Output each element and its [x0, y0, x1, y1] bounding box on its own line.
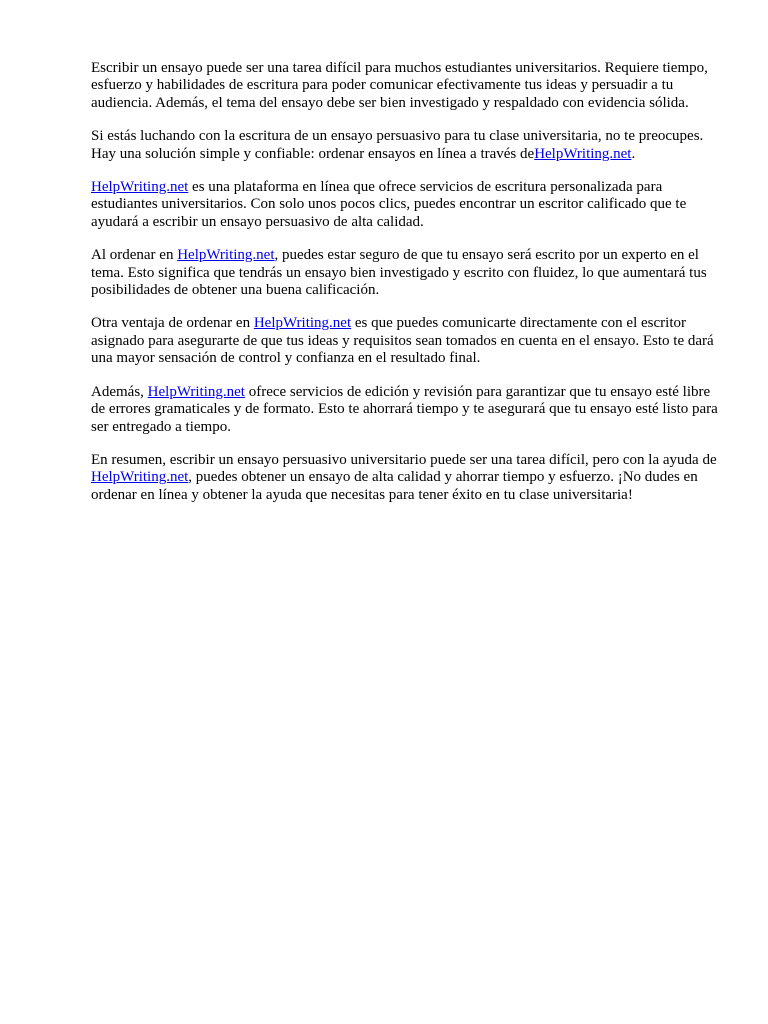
helpwriting-link[interactable]: HelpWriting.net	[91, 469, 189, 486]
paragraph-expert	[91, 247, 727, 299]
paragraph-intro	[91, 60, 727, 112]
paragraph-text: Al ordenar en	[91, 247, 178, 264]
paragraph-communication	[91, 315, 727, 367]
paragraph-text: , puedes obtener un ensayo de alta calidad y ahorrar tiempo y esfuerzo. ¡No dudes en ordenar en línea y obtener la ayuda que necesitas para tener éxito en tu clase universitaria!	[91, 469, 698, 503]
paragraph-text: Escribir un ensayo puede ser una tarea difícil para muchos estudiantes universitarios. Requiere tiempo, esfuerzo y habilidades de escritura para poder comunicar efectivamente tus ideas y persuadir a tu audiencia. Además, el tema del ensayo debe ser bien investigado y respaldado con evidencia sólida.	[91, 60, 708, 111]
paragraph-platform	[91, 179, 727, 231]
helpwriting-link[interactable]: HelpWriting.net	[253, 315, 352, 332]
paragraph-text: Si estás luchando con la escritura de un ensayo persuasivo para tu clase universitaria, no te preocupes. Hay una solución simple y confiable: ordenar ensayos en línea a través de	[91, 128, 704, 162]
paragraph-editing	[91, 384, 727, 436]
helpwriting-link[interactable]: HelpWriting.net	[147, 383, 245, 400]
paragraph-text: es una plataforma en línea que ofrece servicios de escritura personalizada para estudiantes universitarios. Con solo unos pocos clics, puedes encontrar un escritor calificado que te ayudará a escribir un ensayo persuasivo de alta calidad.	[91, 179, 687, 230]
paragraph-text: .	[631, 145, 636, 162]
paragraph-text: En resumen, escribir un ensayo persuasivo universitario puede ser una tarea difícil, pero con la ayuda de	[91, 451, 717, 468]
paragraph-text: ofrece servicios de edición y revisión para garantizar que tu ensayo esté libre de errores gramaticales y de formato. Esto te ahorrará tiempo y te asegurará que tu ensayo esté listo para ser entregado a tiempo.	[91, 383, 718, 435]
document-body	[91, 60, 727, 520]
helpwriting-link[interactable]: HelpWriting.net	[534, 145, 632, 162]
helpwriting-link[interactable]: HelpWriting.net	[91, 179, 189, 196]
paragraph-text: Además,	[91, 383, 148, 400]
helpwriting-link[interactable]: HelpWriting.net	[177, 247, 275, 264]
paragraph-text: Otra ventaja de ordenar en	[91, 315, 254, 332]
paragraph-solution	[91, 128, 727, 163]
paragraph-text: , puedes estar seguro de que tu ensayo será escrito por un experto en el tema. Esto significa que tendrás un ensayo bien investigado y escrito con fluidez, lo que aumentará tus posibilidades de obtener una buena calificación.	[91, 247, 707, 299]
paragraph-summary	[91, 452, 727, 504]
paragraph-text: es que puedes comunicarte directamente con el escritor asignado para asegurarte de que tus ideas y requisitos sean tomados en cuenta en el ensayo. Esto te dará una mayor sensación de control y confianza en el resultado final.	[91, 315, 714, 367]
